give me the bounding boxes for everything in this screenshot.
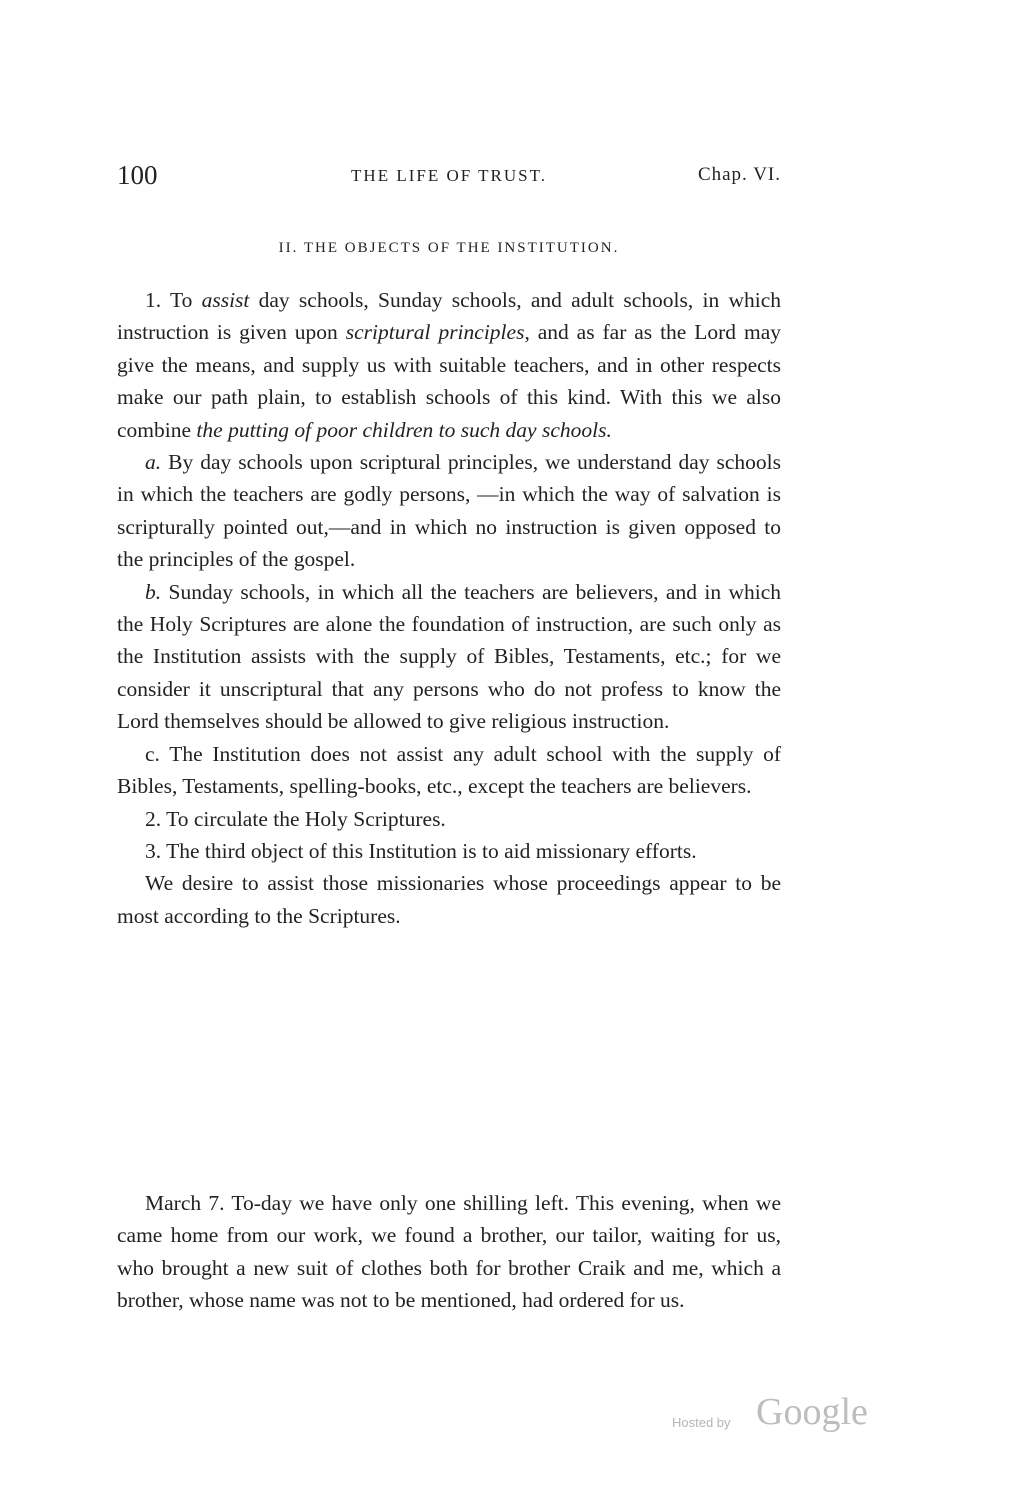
running-title: THE LIFE OF TRUST. bbox=[351, 166, 547, 185]
diary-entry bbox=[117, 1187, 781, 1317]
section-heading: II. THE OBJECTS OF THE INSTITUTION. bbox=[278, 240, 620, 256]
objects-text bbox=[117, 284, 781, 932]
clause-c-paragraph: c. The Institution does not assist any adult school with the supply of Bibles, Testaments, spelling-books, etc., except the teachers are believers. bbox=[117, 741, 781, 799]
google-logo: Google bbox=[756, 1391, 868, 1433]
missionary-paragraph: We desire to assist those missionaries whose proceedings appear to be most according to the Scriptures. bbox=[117, 871, 781, 928]
object-2-paragraph: 2. To circulate the Holy Scriptures. bbox=[145, 806, 446, 831]
chapter-label: Chap. VI. bbox=[697, 164, 781, 185]
object-1-number: 1. bbox=[145, 288, 162, 312]
object-3-paragraph: 3. The third object of this Institution is to aid missionary efforts. bbox=[145, 838, 697, 863]
google-watermark bbox=[672, 1390, 892, 1438]
diary-entry-paragraph: March 7. To-day we have only one shilling left. This evening, when we came home from our work, we found a brother, our tailor, waiting for us, who brought a new suit of clothes both for brother Craik and me, which a brother, whose name was not to be mentioned, had ordered for us. bbox=[117, 1191, 781, 1313]
clause-a-paragraph: a. By day schools upon scriptural principles, we understand day schools in which the teachers are godly persons, —in which the way of salvation is scripturally pointed out,—and in which no instruction is given opposed to the principles of the gospel. bbox=[117, 450, 781, 572]
page-header bbox=[117, 160, 781, 190]
object-1-paragraph: 1. To assist day schools, Sunday schools, and adult schools, in which instruction is given upon scriptural principles, and as far as the Lord may give the means, and supply us with suitable teachers, and in other respects make our path plain, to establish schools of this kind. With this we also combine the putting of poor children to such day schools. bbox=[117, 288, 781, 442]
hosted-by-label: Hosted by bbox=[672, 1415, 731, 1430]
page-number: 100 bbox=[117, 160, 158, 190]
clause-b-paragraph: b. Sunday schools, in which all the teachers are believers, and in which the Holy Scriptures are alone the foundation of instruction, are such only as the Institution assists with the supply of Bibles, Testaments, etc.; for we consider it unscriptural that any persons who do not profess to know the Lord themselves should be allowed to give religious instruction. bbox=[117, 579, 781, 734]
